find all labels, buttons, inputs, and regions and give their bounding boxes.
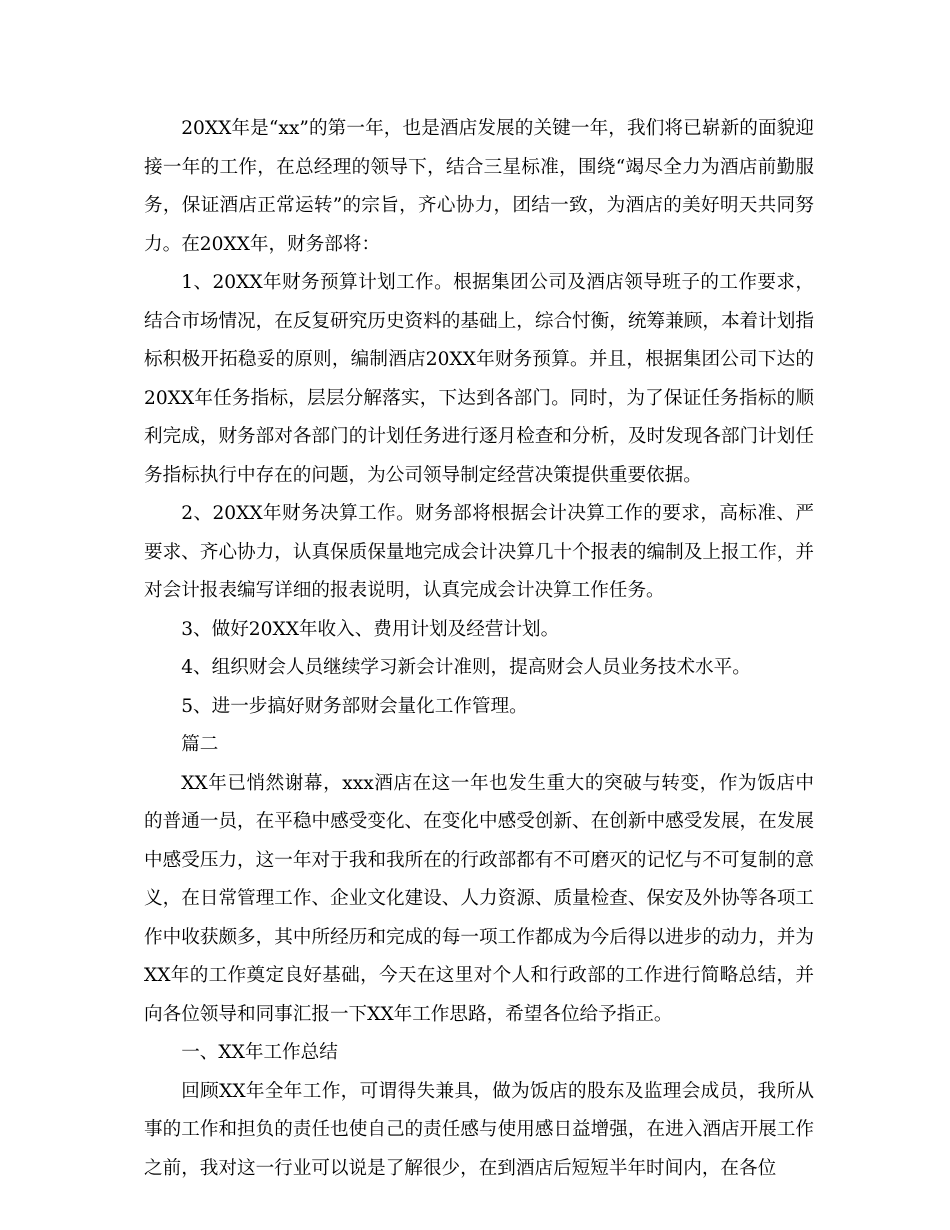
review-paragraph: 回顾XX年全年工作，可谓得失兼具，做为饭店的股东及监理会成员，我所从事的工作和担负的责任也使自己的责任感与使用感日益增强，在进入酒店开展工作之前，我对这一行业可以说是了解很少，在到酒店后短短半年时间内，在各位	[144, 1080, 814, 1179]
item-2-final-accounts-paragraph: 2、20XX年财务决算工作。财务部将根据会计决算工作的要求，高标准、严要求、齐心协力，认真保质保量地完成会计决算几十个报表的编制及上报工作，并对会计报表编写详细的报表说明，认真完成会计决算工作任务。	[144, 503, 814, 601]
section-heading-part-two: 篇二	[181, 734, 219, 755]
part-two-intro-paragraph: XX年已悄然谢幕，xxx酒店在这一年也发生重大的突破与转变，作为饭店中的普通一员，在平稳中感受变化、在变化中感受创新、在创新中感受发展，在发展中感受压力，这一年对于我和我所在的行政部都有不可磨灭的记忆与不可复制的意义，在日常管理工作、企业文化建设、人力资源、质量检查、保安及外协等各项工作中收获颇多，其中所经历和完成的每一项工作都成为今后得以进步的动力，并为XX年的工作奠定良好基础，今天在这里对个人和行政部的工作进行简略总结，并向各位领导和同事汇报一下XX年工作思路，希望各位给予指正。	[144, 772, 814, 1025]
work-summary-heading: 一、XX年工作总结	[181, 1042, 338, 1063]
document-page	[144, 110, 814, 1188]
item-5-management-paragraph: 5、进一步搞好财务部财会量化工作管理。	[181, 695, 528, 717]
item-3-plan-paragraph: 3、做好20XX年收入、费用计划及经营计划。	[181, 618, 560, 640]
item-1-budget-paragraph: 1、20XX年财务预算计划工作。根据集团公司及酒店领导班子的工作要求，结合市场情况，在反复研究历史资料的基础上，综合忖衡，统筹兼顾，本着计划指标积极开拓稳妥的原则，编制酒店20XX年财务预算。并且，根据集团公司下达的20XX年任务指标，层层分解落实，下达到各部门。同时，为了保证任务指标的顺利完成，财务部对各部门的计划任务进行逐月检查和分析，及时发现各部门计划任务指标执行中存在的问题，为公司领导制定经营决策提供重要依据。	[144, 272, 814, 486]
intro-paragraph: 20XX年是“xx”的第一年，也是酒店发展的关键一年，我们将已崭新的面貌迎接一年的工作，在总经理的领导下，结合三星标准，围绕“竭尽全力为酒店前勤服务，保证酒店正常运转”的宗旨，齐心协力，团结一致，为酒店的美好明天共同努力。在20XX年，财务部将：	[144, 118, 814, 255]
item-4-training-paragraph: 4、组织财会人员继续学习新会计准则，提高财会人员业务技术水平。	[181, 657, 751, 678]
